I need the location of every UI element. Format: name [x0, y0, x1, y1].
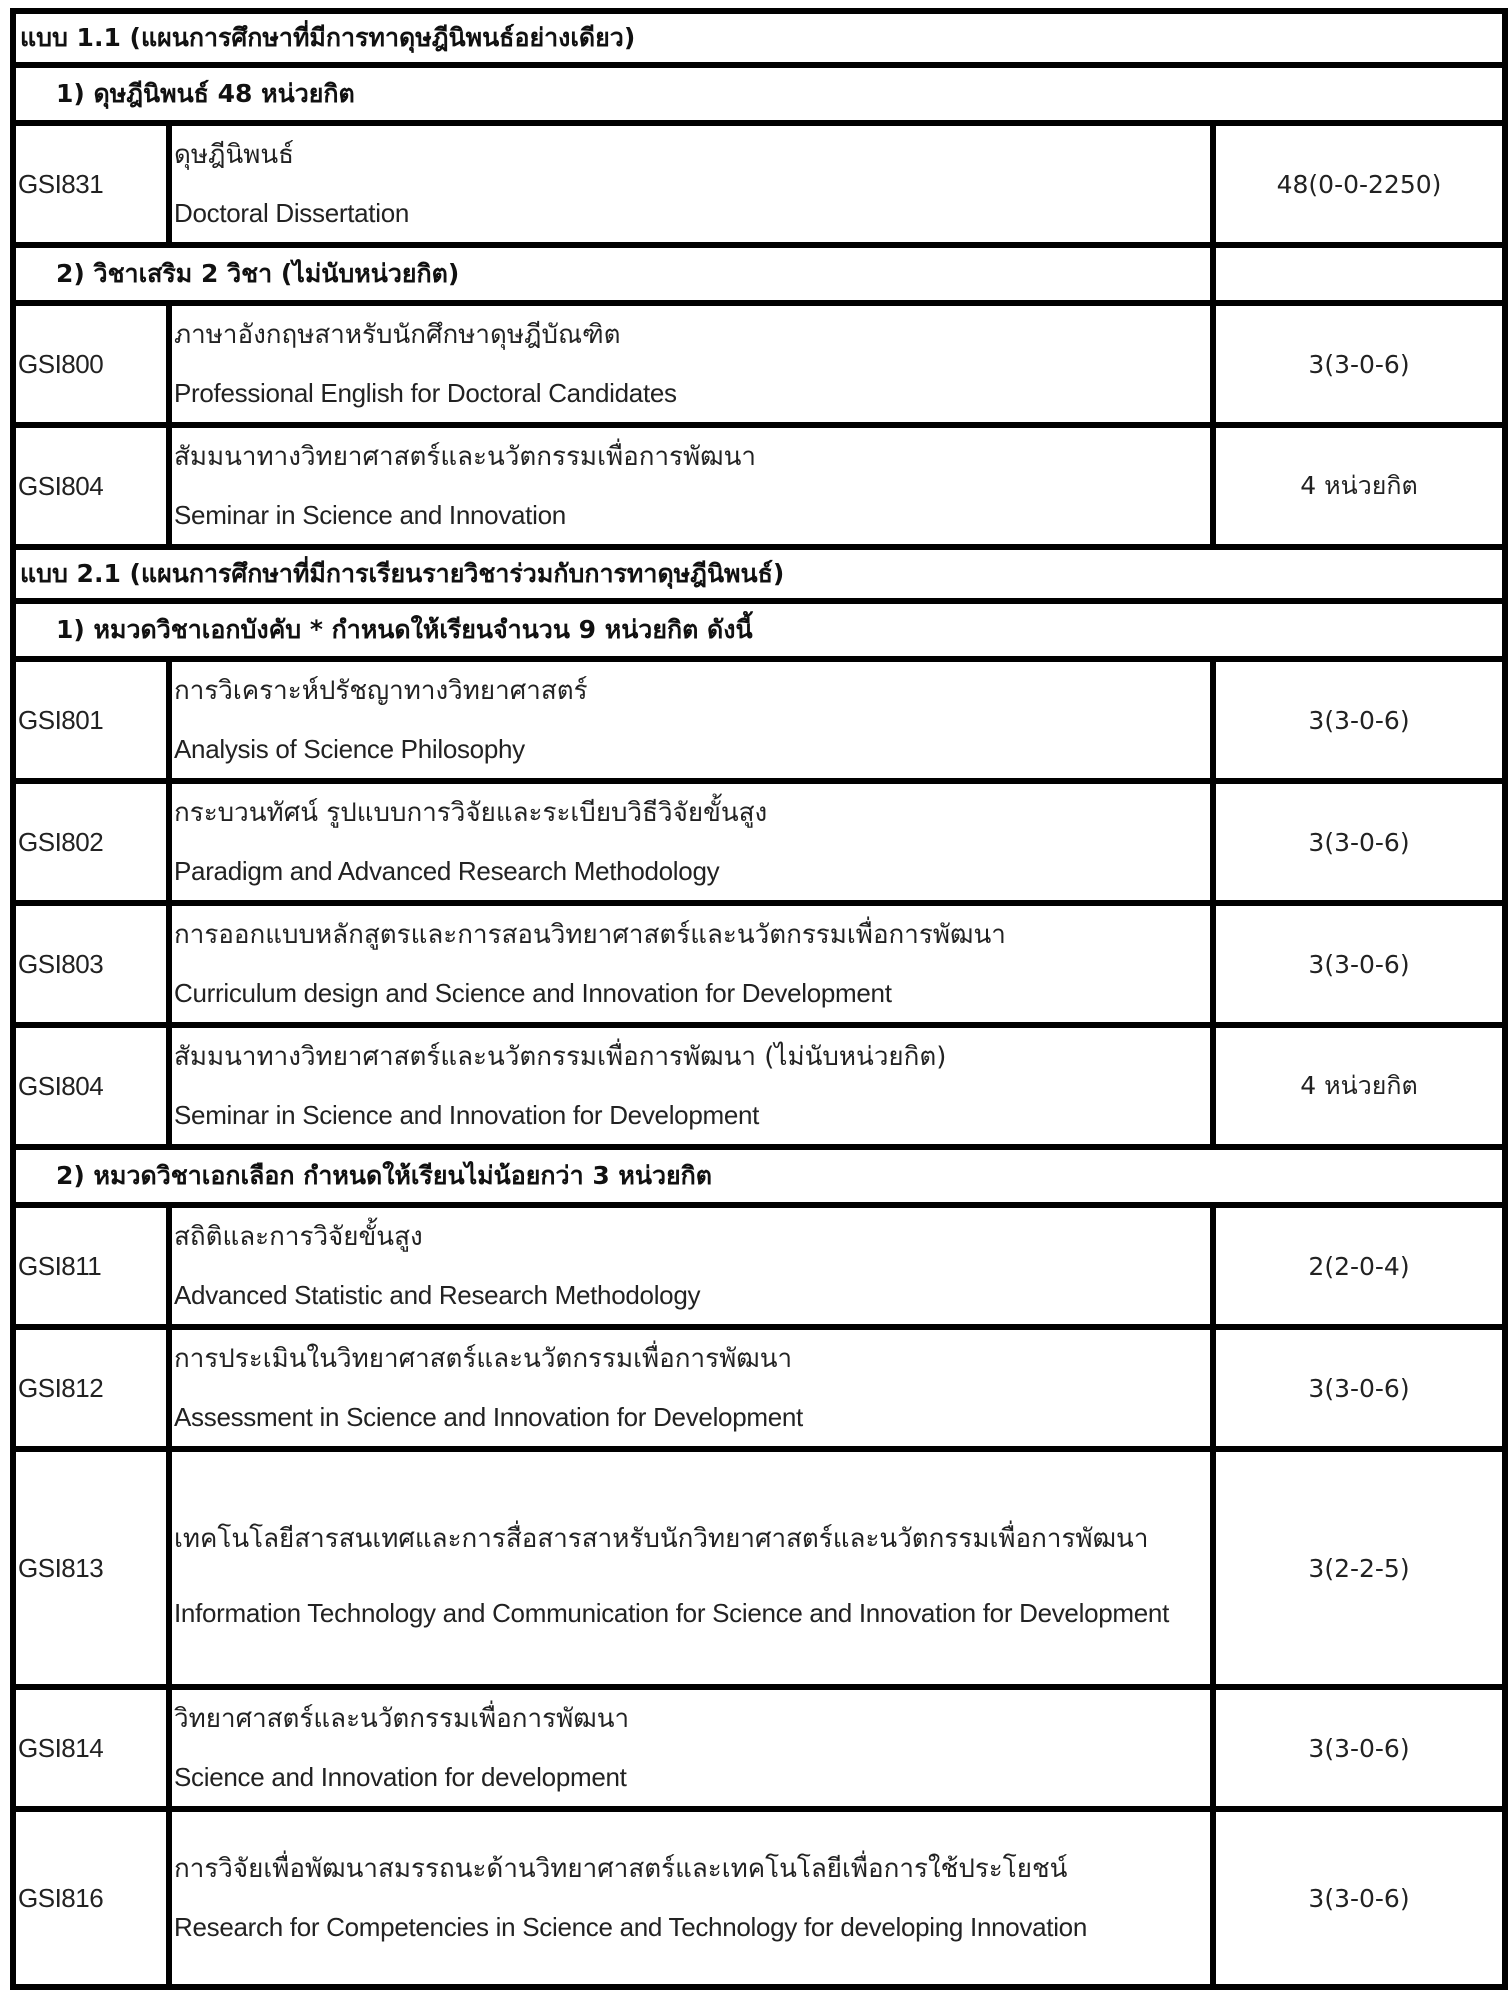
course-name [169, 781, 1213, 903]
course-name-th: การวิเคราะห์ปรัชญาทางวิทยาศาสตร์ [174, 676, 588, 706]
course-name [169, 1449, 1213, 1687]
course-name-en: Paradigm and Advanced Research Methodology [174, 856, 720, 886]
group-title: 2) วิชาเสริม 2 วิชา (ไม่นับหน่วยกิต) [13, 245, 1213, 303]
course-name-en: Curriculum design and Science and Innovation for Development [174, 978, 892, 1008]
course-name [169, 1327, 1213, 1449]
course-name-en: Analysis of Science Philosophy [174, 734, 525, 764]
course-name-th: การวิจัยเพื่อพัฒนาสมรรถนะด้านวิทยาศาสตร์และเทคโนโลยีเพื่อการใช้ประโยชน์ [174, 1854, 1068, 1884]
course-name-th: สถิติและการวิจัยขั้นสูง [174, 1222, 423, 1252]
course-credits: 2(2-0-4) [1213, 1205, 1505, 1327]
plan-title: แบบ 2.1 (แผนการศึกษาที่มีการเรียนรายวิชาร่วมกับการทาดุษฎีนิพนธ์) [13, 547, 1505, 601]
group-header-row [13, 245, 1505, 303]
course-name-en: Seminar in Science and Innovation for Development [174, 1100, 760, 1130]
course-name-en: Research for Competencies in Science and Technology for developing Innovation [174, 1912, 1088, 1942]
course-code: GSI812 [13, 1327, 169, 1449]
course-name [169, 1205, 1213, 1327]
course-row [13, 659, 1505, 781]
course-name [169, 659, 1213, 781]
course-credits: 4 หน่วยกิต [1213, 425, 1505, 547]
group-header-row [13, 601, 1505, 659]
group-header-row [13, 1147, 1505, 1205]
course-row [13, 903, 1505, 1025]
plan-title: แบบ 1.1 (แผนการศึกษาที่มีการทาดุษฎีนิพนธ์อย่างเดียว) [13, 11, 1505, 65]
course-row [13, 1449, 1505, 1687]
course-name-en: Professional English for Doctoral Candidates [174, 378, 677, 408]
course-credits: 3(3-0-6) [1213, 303, 1505, 425]
course-name-en: Seminar in Science and Innovation [174, 500, 566, 530]
course-name-th: สัมมนาทางวิทยาศาสตร์และนวัตกรรมเพื่อการพัฒนา (ไม่นับหน่วยกิต) [174, 1042, 947, 1072]
course-name-en: Assessment in Science and Innovation for Development [174, 1402, 803, 1432]
course-credits: 3(3-0-6) [1213, 903, 1505, 1025]
group-title: 1) ดุษฎีนิพนธ์ 48 หน่วยกิต [13, 65, 1505, 123]
course-name-th: สัมมนาทางวิทยาศาสตร์และนวัตกรรมเพื่อการพัฒนา [174, 442, 757, 472]
course-code: GSI802 [13, 781, 169, 903]
course-name [169, 303, 1213, 425]
course-name-th: ดุษฎีนิพนธ์ [174, 140, 295, 170]
course-code: GSI813 [13, 1449, 169, 1687]
course-code: GSI800 [13, 303, 169, 425]
course-name [169, 1687, 1213, 1809]
course-row [13, 425, 1505, 547]
course-row [13, 1687, 1505, 1809]
course-code: GSI831 [13, 123, 169, 245]
group-header-row [13, 65, 1505, 123]
empty-cell [1213, 245, 1505, 303]
course-code: GSI816 [13, 1809, 169, 1987]
course-row [13, 1327, 1505, 1449]
course-name-th: วิทยาศาสตร์และนวัตกรรมเพื่อการพัฒนา [174, 1704, 630, 1734]
course-credits: 4 หน่วยกิต [1213, 1025, 1505, 1147]
course-name-en: Advanced Statistic and Research Methodology [174, 1280, 701, 1310]
course-name [169, 1025, 1213, 1147]
course-name [169, 1809, 1213, 1987]
course-name-en: Doctoral Dissertation [174, 198, 410, 228]
course-credits: 3(3-0-6) [1213, 1687, 1505, 1809]
course-row [13, 303, 1505, 425]
course-name [169, 903, 1213, 1025]
course-code: GSI801 [13, 659, 169, 781]
course-code: GSI803 [13, 903, 169, 1025]
group-title: 1) หมวดวิชาเอกบังคับ * กำหนดให้เรียนจำนวน 9 หน่วยกิต ดังนี้ [13, 601, 1505, 659]
course-code: GSI814 [13, 1687, 169, 1809]
plan-header-row [13, 11, 1505, 65]
course-row [13, 1205, 1505, 1327]
plan-header-row [13, 547, 1505, 601]
course-name-th: เทคโนโลยีสารสนเทศและการสื่อสารสาหรับนักวิทยาศาสตร์และนวัตกรรมเพื่อการพัฒนา [174, 1524, 1149, 1554]
course-row [13, 123, 1505, 245]
course-name-en: Information Technology and Communication for Science and Innovation for Development [174, 1598, 1169, 1628]
course-name-th: ภาษาอังกฤษสาหรับนักศึกษาดุษฎีบัณฑิต [174, 320, 621, 350]
course-credits: 48(0-0-2250) [1213, 123, 1505, 245]
course-credits: 3(3-0-6) [1213, 659, 1505, 781]
course-credits: 3(2-2-5) [1213, 1449, 1505, 1687]
course-name-en: Science and Innovation for development [174, 1762, 627, 1792]
group-title: 2) หมวดวิชาเอกเลือก กำหนดให้เรียนไม่น้อยกว่า 3 หน่วยกิต [13, 1147, 1505, 1205]
course-name-th: การออกแบบหลักสูตรและการสอนวิทยาศาสตร์และนวัตกรรมเพื่อการพัฒนา [174, 920, 1006, 950]
curriculum-table [10, 8, 1508, 1990]
course-row [13, 1809, 1505, 1987]
course-code: GSI811 [13, 1205, 169, 1327]
course-row [13, 781, 1505, 903]
course-code: GSI804 [13, 425, 169, 547]
course-name [169, 123, 1213, 245]
course-name-th: การประเมินในวิทยาศาสตร์และนวัตกรรมเพื่อการพัฒนา [174, 1344, 793, 1374]
course-code: GSI804 [13, 1025, 169, 1147]
course-credits: 3(3-0-6) [1213, 781, 1505, 903]
course-name [169, 425, 1213, 547]
course-credits: 3(3-0-6) [1213, 1809, 1505, 1987]
course-name-th: กระบวนทัศน์ รูปแบบการวิจัยและระเบียบวิธีวิจัยขั้นสูง [174, 798, 768, 828]
course-credits: 3(3-0-6) [1213, 1327, 1505, 1449]
course-row [13, 1025, 1505, 1147]
